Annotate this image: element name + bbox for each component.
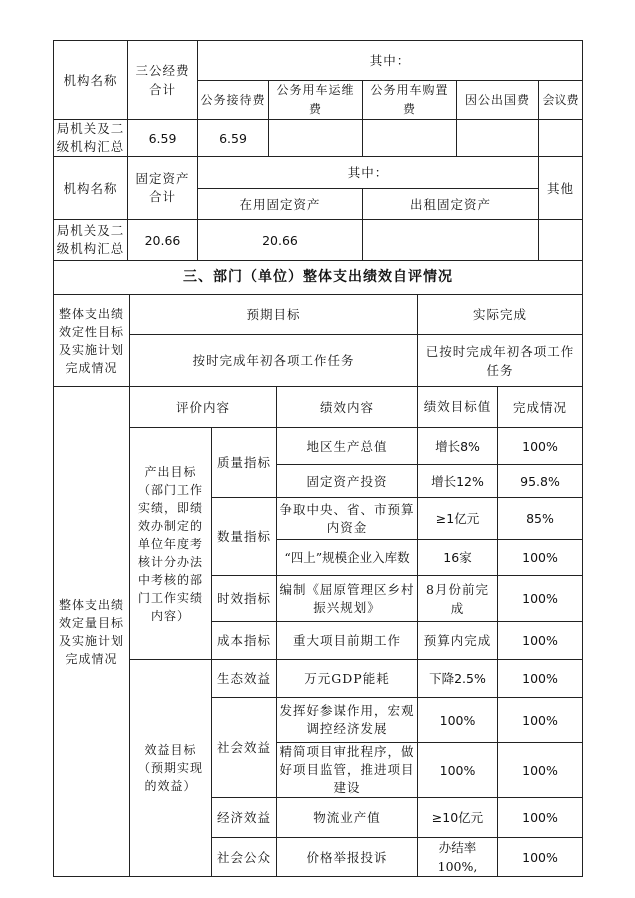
in-use-assets-value: 20.66 (198, 220, 363, 261)
benefit-goal-group: 效益目标（预期实现的效益） (130, 660, 212, 877)
perf-target-header: 绩效目标值 (418, 387, 498, 428)
done-cell: 100% (498, 798, 583, 838)
indicator-ecological: 生态效益 (212, 660, 277, 698)
three-funds-total-value: 6.59 (128, 120, 198, 157)
target-cell: 预算内完成 (418, 622, 498, 660)
done-cell: 95.8% (498, 465, 583, 498)
table-row (54, 428, 583, 465)
done-cell: 100% (498, 743, 583, 798)
vehicle-purchase-fee-header: 公务用车购置费 (363, 81, 457, 120)
rented-assets-value (363, 220, 539, 261)
perf-content-cell: 精简项目审批程序，做好项目监管，推进项目建设 (277, 743, 418, 798)
overseas-trip-fee-header: 因公出国费 (457, 81, 539, 120)
meeting-fee-value (539, 120, 583, 157)
done-cell: 100% (498, 698, 583, 743)
reception-fee-header: 公务接待费 (198, 81, 269, 120)
among-header: 其中： (198, 41, 583, 81)
perf-content-cell: 争取中央、省、市预算内资金 (277, 498, 418, 540)
indicator-timeliness: 时效指标 (212, 576, 277, 622)
section-title: 三、部门（单位）整体支出绩效自评情况 (54, 261, 583, 295)
reception-fee-value: 6.59 (198, 120, 269, 157)
org-name-cell: 局机关及二级机构汇总 (54, 120, 128, 157)
indicator-cost: 成本指标 (212, 622, 277, 660)
expected-goal-header: 预期目标 (130, 295, 418, 335)
done-cell: 100% (498, 540, 583, 576)
perf-content-cell: 发挥好参谋作用，宏观调控经济发展 (277, 698, 418, 743)
rented-assets-header: 出租固定资产 (363, 189, 539, 220)
done-cell: 100% (498, 576, 583, 622)
done-cell: 100% (498, 838, 583, 877)
quantitative-label: 整体支出绩效定量目标及实施计划完成情况 (54, 387, 130, 877)
perf-content-cell: 固定资产投资 (277, 465, 418, 498)
overseas-trip-fee-value (457, 120, 539, 157)
target-cell: 8月份前完成 (418, 576, 498, 622)
target-cell: 16家 (418, 540, 498, 576)
eval-content-header: 评价内容 (130, 387, 277, 428)
qualitative-label: 整体支出绩效定性目标及实施计划完成情况 (54, 295, 130, 387)
target-cell: 100% (418, 743, 498, 798)
vehicle-operation-fee-value (269, 120, 363, 157)
done-cell: 85% (498, 498, 583, 540)
fixed-assets-total-value: 20.66 (128, 220, 198, 261)
perf-content-cell: 地区生产总值 (277, 428, 418, 465)
fixed-assets-table (53, 156, 583, 261)
table-row (54, 660, 583, 698)
indicator-economic: 经济效益 (212, 798, 277, 838)
target-cell: 下降2.5% (418, 660, 498, 698)
vehicle-purchase-fee-value (363, 120, 457, 157)
target-cell: 办结率100%, (418, 838, 498, 877)
done-cell: 100% (498, 660, 583, 698)
asset-among-header: 其中： (198, 157, 539, 189)
asset-org-name-header: 机构名称 (54, 157, 128, 220)
perf-content-cell: 物流业产值 (277, 798, 418, 838)
indicator-quantity: 数量指标 (212, 498, 277, 576)
target-cell: 增长12% (418, 465, 498, 498)
perf-content-cell: 编制《屈原管理区乡村振兴规划》 (277, 576, 418, 622)
actual-completion-header: 实际完成 (418, 295, 583, 335)
perf-content-cell: 重大项目前期工作 (277, 622, 418, 660)
expected-goal-text: 按时完成年初各项工作任务 (130, 335, 418, 387)
indicator-quality: 质量指标 (212, 428, 277, 498)
perf-content-cell: “四上”规模企业入库数 (277, 540, 418, 576)
budget-report-page (53, 40, 582, 877)
three-public-funds-table (53, 40, 583, 157)
target-cell: 增长8% (418, 428, 498, 465)
org-name-header: 机构名称 (54, 41, 128, 120)
indicator-social: 社会效益 (212, 698, 277, 798)
meeting-fee-header: 会议费 (539, 81, 583, 120)
asset-org-name-cell: 局机关及二级机构汇总 (54, 220, 128, 261)
target-cell: ≥1亿元 (418, 498, 498, 540)
perf-content-header: 绩效内容 (277, 387, 418, 428)
other-assets-value (539, 220, 583, 261)
done-cell: 100% (498, 622, 583, 660)
done-cell: 100% (498, 428, 583, 465)
other-header: 其他 (539, 157, 583, 220)
output-goal-group: 产出目标（部门工作实绩，即绩效办制定的单位年度考核计分办法中考核的部门工作实绩内容） (130, 428, 212, 660)
target-cell: 100% (418, 698, 498, 743)
in-use-assets-header: 在用固定资产 (198, 189, 363, 220)
perf-content-cell: 万元GDP能耗 (277, 660, 418, 698)
indicator-public: 社会公众 (212, 838, 277, 877)
actual-completion-text: 已按时完成年初各项工作任务 (418, 335, 583, 387)
completion-header: 完成情况 (498, 387, 583, 428)
target-cell: ≥10亿元 (418, 798, 498, 838)
performance-self-evaluation-table (53, 260, 583, 877)
perf-content-cell: 价格举报投诉 (277, 838, 418, 877)
fixed-assets-total-header: 固定资产合计 (128, 157, 198, 220)
vehicle-operation-fee-header: 公务用车运维费 (269, 81, 363, 120)
three-funds-total-header: 三公经费合计 (128, 41, 198, 120)
